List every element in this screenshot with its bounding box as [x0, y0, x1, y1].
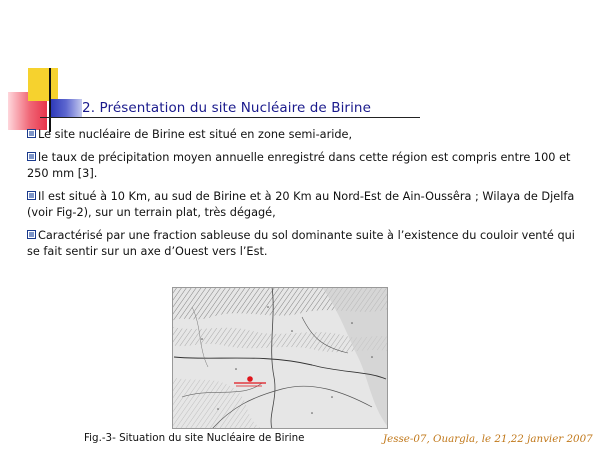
bullet-item — [27, 189, 587, 221]
bullet-item — [27, 228, 587, 260]
square-bullet-icon — [27, 129, 36, 138]
bullet-text: Caractérisé par une fraction sableuse du sol dominante suite à l’existence du couloir venté qui se fait sentir sur un axe d’Ouest vers l’Est. — [27, 229, 575, 258]
bullet-text: Il est situé à 10 Km, au sud de Birine et à 20 Km au Nord-Est de Ain-Oussêra ; Wilaya de Djelfa (voir Fig-2), sur un terrain plat, très dégagé, — [27, 190, 575, 219]
bullet-list — [27, 127, 587, 267]
bullet-text: le taux de précipitation moyen annuelle enregistré dans cette région est compris entre 100 et 250 mm [3]. — [27, 151, 571, 180]
square-bullet-icon — [27, 230, 36, 239]
decor-blue-bar — [50, 99, 82, 118]
square-bullet-icon — [27, 191, 36, 200]
bullet-text: Le site nucléaire de Birine est situé en zone semi-aride, — [38, 128, 353, 141]
figure-caption: Fig.-3- Situation du site Nucléaire de Birine — [84, 432, 305, 444]
title-underline — [40, 117, 420, 118]
bullet-item — [27, 127, 587, 143]
bullet-item — [27, 150, 587, 182]
square-bullet-icon — [27, 152, 36, 161]
site-location-map — [172, 287, 388, 429]
decor-vertical-line — [49, 68, 51, 132]
footer-text: Jesse-07, Ouargla, le 21,22 janvier 2007 — [383, 433, 593, 445]
decor-yellow-square — [28, 68, 58, 101]
slide-title: 2. Présentation du site Nucléaire de Birine — [82, 100, 371, 116]
